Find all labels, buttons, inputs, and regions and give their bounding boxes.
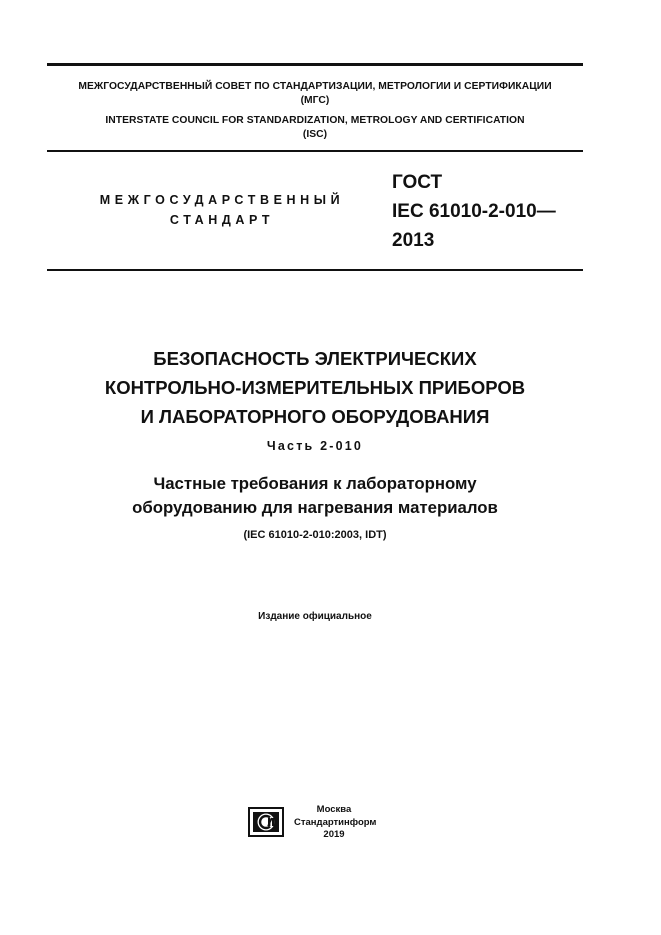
document-title [40, 344, 590, 431]
council-header [47, 80, 583, 142]
subtitle-line1: Частные требования к лабораторному [153, 474, 477, 493]
designation-rule [47, 269, 583, 271]
gost-designation [392, 168, 556, 255]
top-rule [47, 63, 583, 66]
council-en-name: INTERSTATE COUNCIL FOR STANDARDIZATION, METROLOGY AND CERTIFICATION [105, 115, 525, 126]
publisher-info [294, 804, 377, 842]
gost-number-line2: 2013 [392, 230, 435, 251]
title-line2: КОНТРОЛЬНО-ИЗМЕРИТЕЛЬНЫХ ПРИБОРОВ [104, 377, 526, 398]
publisher-name: Стандартинформ [294, 816, 377, 828]
part-number: Часть 2-010 [266, 439, 364, 453]
council-en-abbr: (ISC) [302, 129, 328, 140]
standard-type [82, 190, 362, 230]
standard-type-line2: СТАНДАРТ [169, 213, 275, 227]
iec-reference: (IEC 61010-2-010:2003, IDT) [243, 529, 387, 541]
document-subtitle [40, 472, 590, 520]
title-line3: И ЛАБОРАТОРНОГО ОБОРУДОВАНИЯ [140, 406, 490, 427]
edition-note: Издание официальное [258, 611, 372, 622]
title-line1: БЕЗОПАСНОСТЬ ЭЛЕКТРИЧЕСКИХ [153, 348, 477, 369]
subtitle-line2: оборудованию для нагревания материалов [132, 498, 498, 517]
council-ru-abbr: (МГС) [300, 95, 330, 106]
standartinform-logo-icon [248, 807, 284, 837]
gost-label: ГОСТ [392, 172, 443, 193]
gost-number-line1: IEC 61010-2-010— [392, 201, 556, 222]
council-rule [47, 150, 583, 152]
council-ru-name: МЕЖГОСУДАРСТВЕННЫЙ СОВЕТ ПО СТАНДАРТИЗАЦИИ, МЕТРОЛОГИИ И СЕРТИФИКАЦИИ [78, 81, 552, 92]
publisher-city: Москва [316, 804, 352, 815]
publisher-year: 2019 [323, 829, 345, 840]
standard-type-line1: МЕЖГОСУДАРСТВЕННЫЙ [99, 193, 345, 207]
